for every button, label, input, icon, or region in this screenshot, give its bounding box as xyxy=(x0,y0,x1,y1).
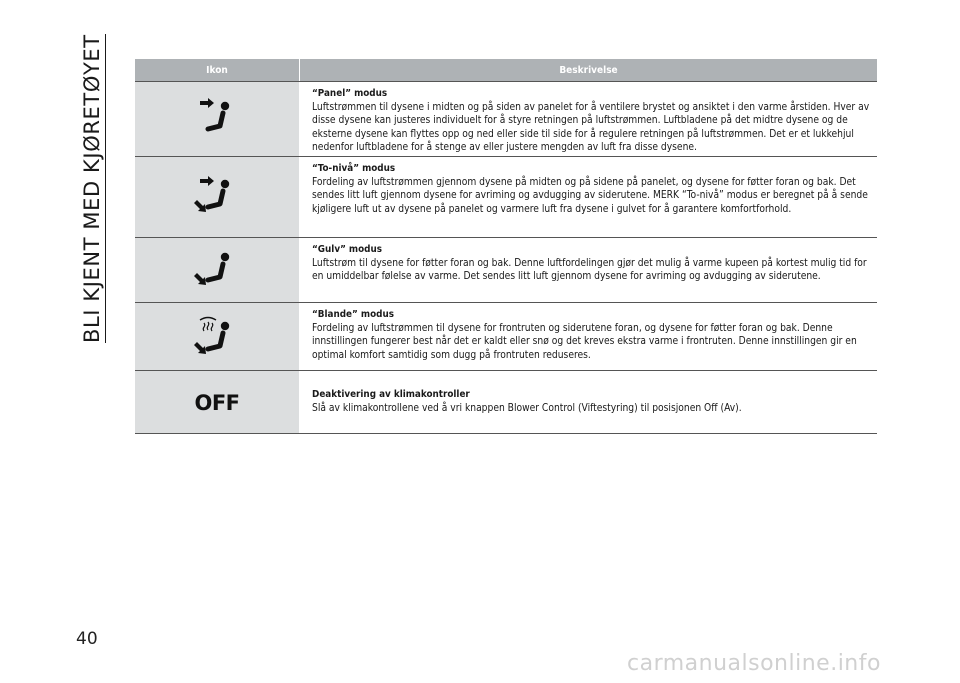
table-row xyxy=(135,237,877,302)
table-row xyxy=(135,370,877,433)
table-row xyxy=(135,81,877,156)
mode-table xyxy=(135,59,877,434)
table-row xyxy=(135,156,877,237)
mode-description: Fordeling av luftstrømmen gjennom dysene på midten og på sidene på panelet, og dysene for føtter foran og bak. Det sendes litt luft gjennom dysene for avriming og avdugging av siderutene. MERK “To-nivå” modus er beregnet på å sende kjøligere luft ut av dysene på panelet og varmere luft fra dysene i gulvet for å garantere komfortforhold. xyxy=(312,176,868,215)
mode-description: Luftstrømmen til dysene i midten og på siden av panelet for å ventilere brystet og ansiktet i den varme årstiden. Hver av disse dysene kan justeres individuelt for å styre retningen på luftstrømmen. Luftbladene på det midtre dysene og de eksterne dysene kan flyttes opp og ned eller side til side for å regulere retningen på luftstrømmen. Det er et lukkehjul nedenfor luftbladene for å stenge av eller justere mengden av luft fra disse dysene. xyxy=(312,101,870,153)
table-header xyxy=(135,59,877,81)
description-cell xyxy=(299,157,877,237)
mode-description: Luftstrøm til dysene for føtter foran og bak. Denne luftfordelingen gjør det mulig å varme kupeen på kortest mulig tid for en umiddelbar følelse av varme. Det sendes litt luft gjennom dysene for avriming og avdugging av siderutene. xyxy=(312,257,867,282)
table-row xyxy=(135,302,877,370)
off-text-icon: OFF xyxy=(194,391,240,415)
bi-level-mode-icon xyxy=(192,174,242,220)
icon-cell xyxy=(135,82,299,156)
description-cell xyxy=(299,82,877,156)
panel-mode-icon xyxy=(192,96,242,142)
mix-mode-icon xyxy=(192,314,242,360)
mode-title: “Panel” modus xyxy=(312,88,388,99)
description-cell xyxy=(299,303,877,370)
icon-cell xyxy=(135,303,299,370)
floor-mode-icon xyxy=(192,247,242,293)
section-title-text: BLI KJENT MED KJØRETØYET xyxy=(80,34,104,343)
icon-cell xyxy=(135,238,299,302)
icon-cell xyxy=(135,157,299,237)
mode-description: Slå av klimakontrollene ved å vri knappen Blower Control (Viftestyring) til posisjonen Off (Av). xyxy=(312,402,742,414)
mode-title: “To-nivå” modus xyxy=(312,163,396,174)
header-description: Beskrivelse xyxy=(299,59,877,81)
icon-cell xyxy=(135,371,299,433)
page-number: 40 xyxy=(76,629,98,649)
mode-title: Deaktivering av klimakontroller xyxy=(312,389,470,400)
mode-description: Fordeling av luftstrømmen til dysene for frontruten og siderutene foran, og dysene for føtter foran og bak. Denne innstillingen fungerer best når det er kaldt eller snø og det kreves ekstra varme i frontruten. Denne innstillingen gir en optimal komfort samtidig som dugg på frontruten reduseres. xyxy=(312,322,857,361)
watermark: carmanualsonline.info xyxy=(627,651,881,676)
description-cell xyxy=(299,238,877,302)
description-cell xyxy=(299,371,877,433)
header-icon: Ikon xyxy=(206,64,228,76)
mode-title: “Blande” modus xyxy=(312,309,394,320)
mode-title: “Gulv” modus xyxy=(312,244,382,255)
